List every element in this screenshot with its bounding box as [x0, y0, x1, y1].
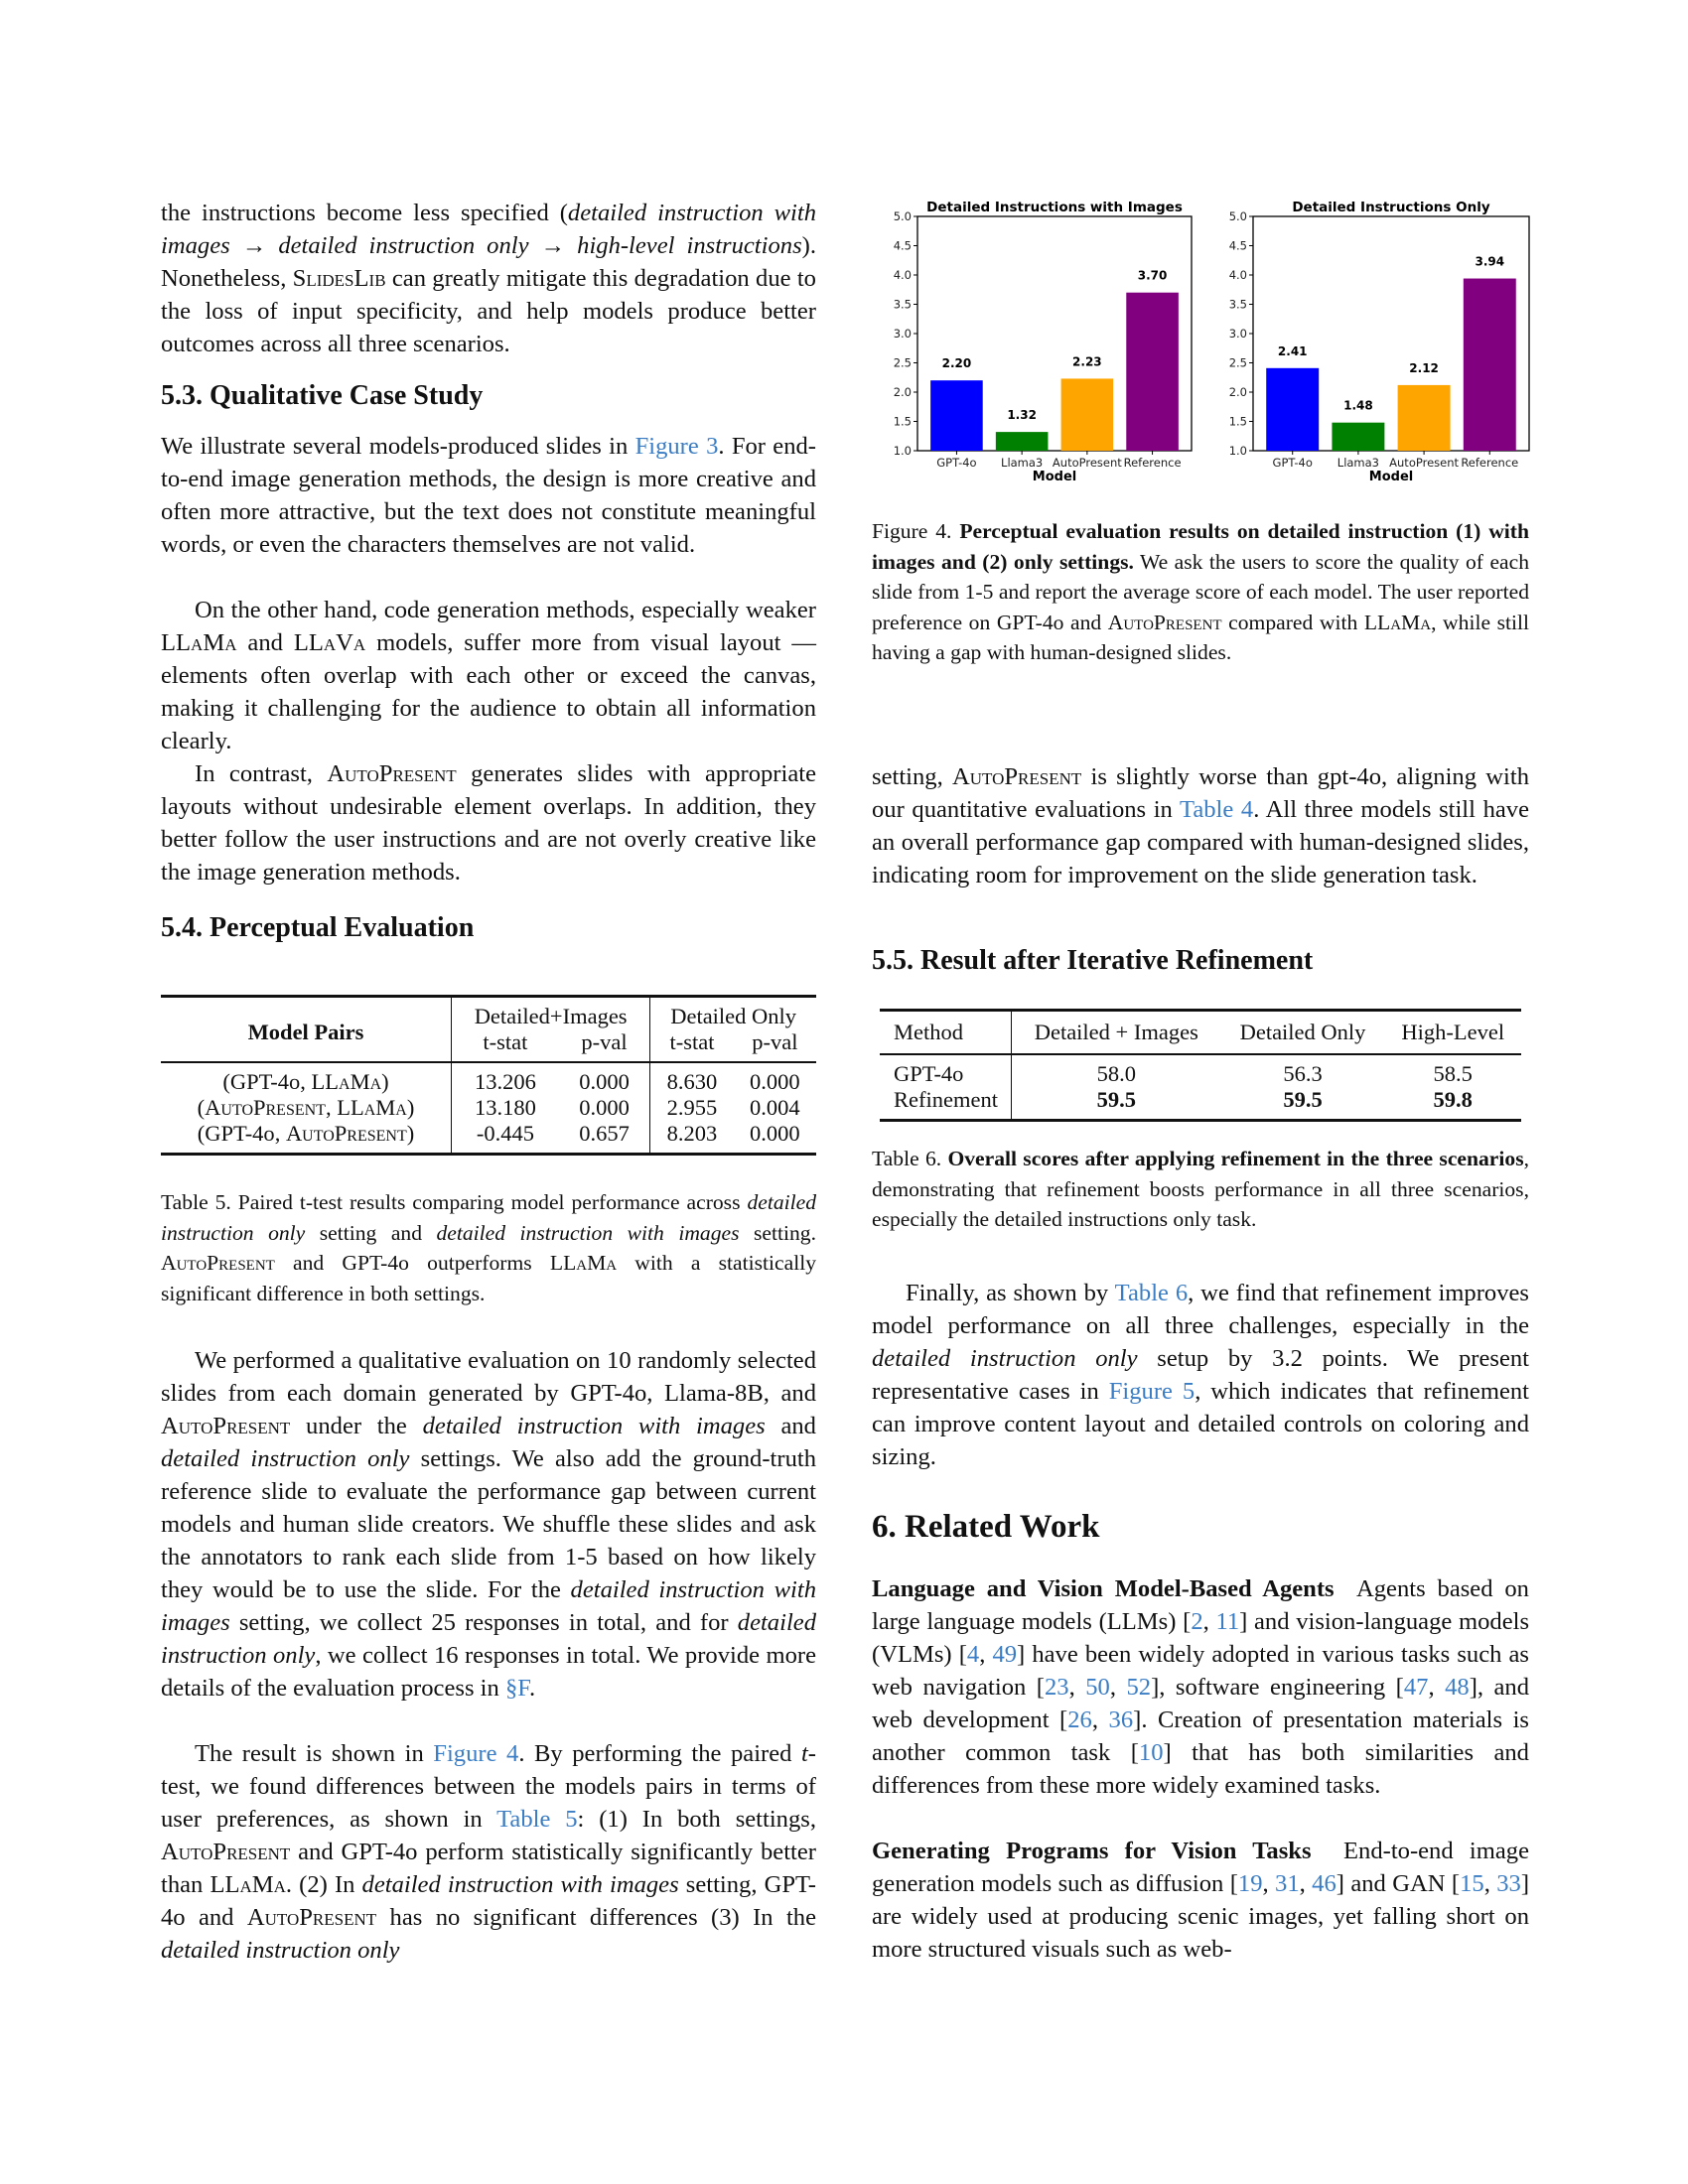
- text: Finally, as shown by: [906, 1280, 1115, 1306]
- model-name: LLaMa: [161, 629, 237, 656]
- bar-gpt-4o: [930, 380, 983, 451]
- citation-link[interactable]: 36: [1108, 1706, 1134, 1733]
- model-name: GPT-4o: [229, 1069, 301, 1094]
- text: ,: [1068, 1674, 1086, 1701]
- model-pair-cell: (AutoPresent, LLaMa): [197, 1095, 415, 1120]
- y-tick-label: 5.0: [1228, 209, 1247, 223]
- y-tick-label: 4.0: [1228, 268, 1247, 282]
- x-tick-label: GPT-4o: [1272, 456, 1313, 470]
- score-cell: 58.0: [1012, 1054, 1221, 1087]
- score-cell: 56.3: [1283, 1061, 1323, 1086]
- emphasis: detailed instruction only: [161, 1937, 400, 1964]
- text: ] and GAN [: [1336, 1870, 1461, 1897]
- table5-header-model-pairs: Model Pairs: [247, 1020, 364, 1044]
- table5-row: [161, 1095, 816, 1121]
- x-tick-label: Llama3: [1001, 456, 1044, 470]
- text: ], and web development [: [872, 1674, 1530, 1733]
- citation-link[interactable]: 49: [992, 1641, 1018, 1668]
- y-tick-label: 2.0: [1228, 385, 1247, 399]
- stat-cell: 8.203: [650, 1121, 734, 1155]
- text: We illustrate several models-produced slides in: [161, 433, 635, 460]
- method-cell: Refinement: [894, 1087, 998, 1112]
- model-name: LLaVa: [293, 629, 366, 656]
- x-tick-label: Llama3: [1336, 456, 1380, 470]
- bar-gpt-4o: [1266, 368, 1319, 451]
- paragraph-qualitative-2: [161, 594, 816, 757]
- citation-link[interactable]: 52: [1126, 1674, 1152, 1701]
- y-tick-label: 5.0: [893, 209, 912, 223]
- intro-paragraph: [161, 197, 816, 360]
- stat-cell: 13.180: [452, 1095, 559, 1121]
- system-name: AutoPresent: [951, 763, 1082, 790]
- text: setup by 3.2 points. We present representative cases in: [872, 1345, 1529, 1405]
- text: under the: [290, 1413, 423, 1439]
- chart-title: Detailed Instructions with Images: [926, 200, 1183, 215]
- bar-autopresent: [1061, 378, 1114, 451]
- text: . For end-to-end image generation methods, the design is more creative and often more attractive, but the text does not constitute meaningful words, or even the characters themselves are not valid.: [161, 433, 816, 558]
- text: has no significant differences (3) In the: [376, 1904, 816, 1931]
- x-tick-label: Reference: [1123, 456, 1182, 470]
- table6-header-high-level: High-Level: [1401, 1020, 1505, 1044]
- text: generates slides with appropriate layouts without undesirable element overlaps. In addition, they better follow the user instructions and are not overly creative like the image generation methods.: [161, 760, 816, 886]
- table6-header-detailed-images: Detailed + Images: [1012, 1011, 1221, 1055]
- text: is slightly worse than gpt-4o, aligning with our quantitative evaluations in: [872, 763, 1529, 823]
- model-name: LLaMa: [210, 1871, 286, 1898]
- y-tick-label: 1.0: [1228, 444, 1247, 458]
- citation-link[interactable]: 31: [1275, 1870, 1300, 1897]
- figure-3-link[interactable]: Figure 3: [634, 433, 719, 460]
- caption-label: Figure 4.: [872, 519, 960, 543]
- chart-title: Detailed Instructions Only: [1292, 200, 1490, 215]
- section-heading-5-3: 5.3. Qualitative Case Study: [161, 380, 484, 411]
- bar-value-label: 3.94: [1475, 254, 1505, 269]
- text: ,: [1262, 1870, 1276, 1897]
- model-name: LLaMa: [549, 1251, 618, 1275]
- stat-cell: 0.657: [579, 1121, 630, 1146]
- model-name: AutoPresent: [285, 1121, 407, 1146]
- table5-row: [161, 1062, 816, 1095]
- y-tick-label: 1.0: [893, 444, 912, 458]
- emphasis: detailed instruction only: [872, 1345, 1138, 1372]
- emphasis: detailed instruction only: [161, 1190, 816, 1245]
- text: Agents based on large language models (LLMs) [: [872, 1575, 1536, 1635]
- caption-title: Perceptual evaluation results on detailed instruction (1) with images and (2) only settings.: [872, 519, 1529, 574]
- table-6-link[interactable]: Table 6: [1114, 1280, 1189, 1306]
- y-tick-label: 1.5: [1228, 414, 1247, 429]
- system-name: SlidesLib: [292, 265, 386, 292]
- y-tick-label: 1.5: [893, 414, 912, 429]
- text: setting,: [872, 763, 952, 790]
- method-cell: GPT-4o: [894, 1061, 964, 1086]
- text: ] that has both similarities and differences from these more widely examined tasks.: [872, 1739, 1529, 1799]
- text: and GPT-4o outperforms: [274, 1251, 550, 1275]
- text: ] and vision-language models (VLMs) [: [872, 1608, 1530, 1668]
- paragraph-qualitative-1: [161, 430, 816, 561]
- emphasis: detailed instruction with images: [161, 1576, 816, 1636]
- stat-cell: 0.000: [750, 1069, 800, 1094]
- table-5-caption: [161, 1187, 816, 1308]
- table6-row: [880, 1054, 1521, 1087]
- table5-header-detailed-images: Detailed+Images: [452, 997, 650, 1030]
- text: On the other hand, code generation methods, especially weaker: [195, 597, 816, 623]
- table5-row: [161, 1121, 816, 1155]
- stat-cell: -0.445: [452, 1121, 559, 1155]
- text: , demonstrating that refinement boosts performance in all three scenarios, especially the detailed instructions only task.: [872, 1147, 1529, 1231]
- text: . By performing the paired: [518, 1740, 801, 1767]
- paragraph-qualitative-3: [161, 757, 816, 888]
- model-pair-cell: (GPT-4o, AutoPresent): [197, 1121, 415, 1146]
- stat-cell: 2.955: [650, 1095, 734, 1121]
- text: ,: [1299, 1870, 1313, 1897]
- score-cell: 59.5: [1012, 1087, 1221, 1121]
- section-heading-5-4: 5.4. Perceptual Evaluation: [161, 912, 475, 943]
- y-tick-label: 2.5: [1228, 355, 1247, 370]
- figure-4-charts: [872, 197, 1547, 484]
- citation-link[interactable]: 50: [1085, 1674, 1110, 1701]
- emphasis: detailed instruction with images → detailed instruction only → high-level instructions: [161, 200, 816, 259]
- citation-link[interactable]: 33: [1496, 1870, 1521, 1897]
- text: , while still having a gap with human-designed slides.: [872, 610, 1529, 664]
- figure-5-link[interactable]: Figure 5: [1108, 1378, 1196, 1405]
- text: We performed a qualitative evaluation on 10 randomly selected slides from each domain generated by GPT-4o, Llama-8B, and: [161, 1347, 816, 1407]
- text: ] have been widely adopted in various tasks such as web navigation [: [872, 1641, 1529, 1701]
- text: ] are widely used at producing scenic images, yet falling short on more structured visuals such as web-: [872, 1870, 1530, 1963]
- paragraph-related-programs: [872, 1835, 1536, 1966]
- stat-cell: 0.000: [579, 1095, 630, 1120]
- text: End-to-end image generation models such as diffusion [: [872, 1838, 1536, 1897]
- paragraph-heading: Language and Vision Model-Based Agents: [872, 1575, 1335, 1602]
- table-5-link[interactable]: Table 5: [496, 1806, 578, 1833]
- table5-subheader-pval: p-val: [752, 1029, 798, 1054]
- text: settings. We also add the ground-truth reference slide to evaluate the performance gap between current models and human slide creators. We shuffle these slides and ask the annotators to rank each slide from 1-5 based on how likely they would be to use the slide. For the: [161, 1445, 816, 1603]
- x-tick-label: AutoPresent: [1052, 456, 1122, 470]
- paragraph-result: [161, 1737, 816, 1967]
- table6-header-method: Method: [894, 1020, 963, 1044]
- bar-value-label: 2.20: [941, 356, 972, 371]
- text: and: [236, 629, 294, 656]
- table5-subheader-tstat: t-stat: [650, 1029, 734, 1062]
- text: Paired t-test results comparing model performance across: [237, 1190, 748, 1214]
- text: ,: [1091, 1706, 1109, 1733]
- text: ,: [1428, 1674, 1446, 1701]
- stat-cell: 8.630: [650, 1062, 734, 1095]
- y-tick-label: 3.0: [1228, 327, 1247, 341]
- section-heading-6: 6. Related Work: [872, 1509, 1100, 1545]
- text: setting, GPT-4o and: [161, 1871, 816, 1931]
- caption-label: Table 6.: [872, 1147, 948, 1170]
- text: and: [765, 1413, 816, 1439]
- table-6: [880, 1009, 1521, 1122]
- bar-autopresent: [1398, 385, 1451, 451]
- model-name: LLaMa: [1363, 610, 1432, 634]
- text: , we find that refinement improves model performance on all three challenges, especially in the: [872, 1280, 1529, 1339]
- figure-4-svg: [872, 197, 1547, 484]
- emphasis: detailed instruction with images: [436, 1220, 740, 1245]
- table-6-caption: [872, 1144, 1529, 1235]
- bar-reference: [1464, 279, 1516, 451]
- emphasis: detailed instruction only: [161, 1445, 410, 1472]
- paragraph-heading: Generating Programs for Vision Tasks: [872, 1838, 1312, 1864]
- citation-link[interactable]: 4: [966, 1641, 980, 1668]
- system-name: AutoPresent: [161, 1839, 291, 1865]
- table5-header-detailed-only: Detailed Only: [650, 997, 816, 1030]
- text: ,: [1109, 1674, 1127, 1701]
- text: models, suffer more from visual layout — elements often overlap with each other or exceed the canvas, making it challenging for the audience to obtain all information clearly.: [161, 629, 816, 754]
- score-cell: 58.5: [1433, 1061, 1473, 1086]
- citation-link[interactable]: 2: [1191, 1608, 1203, 1635]
- stat-cell: 0.000: [579, 1069, 630, 1094]
- bar-value-label: 1.32: [1007, 408, 1037, 423]
- x-axis-label: Model: [1368, 470, 1414, 484]
- bar-value-label: 2.23: [1072, 354, 1102, 369]
- text: We ask the users to score the quality of each slide from 1-5 and report the average score of each model. The user reported preference on GPT-4o and: [872, 549, 1529, 634]
- emphasis: detailed instruction only: [161, 1609, 816, 1669]
- text: setting and: [305, 1220, 437, 1245]
- bar-llama3: [1332, 423, 1384, 451]
- text: , which indicates that refinement can improve content layout and detailed controls on coloring and sizing.: [872, 1378, 1530, 1470]
- text: compared with: [1221, 610, 1364, 634]
- text: The result is shown in: [195, 1740, 434, 1767]
- text: ,: [1483, 1870, 1497, 1897]
- table5-subheader-tstat: t-stat: [452, 1029, 559, 1062]
- model-name: AutoPresent: [205, 1095, 326, 1120]
- stat-cell: 0.000: [750, 1121, 800, 1146]
- bar-llama3: [996, 432, 1049, 451]
- model-pair-cell: (GPT-4o, LLaMa): [222, 1069, 389, 1094]
- system-name: AutoPresent: [246, 1904, 377, 1931]
- bar-value-label: 2.41: [1277, 343, 1308, 358]
- paragraph-evaluation: [161, 1344, 816, 1705]
- y-tick-label: 3.0: [893, 327, 912, 341]
- paragraph-related-agents: [872, 1572, 1536, 1802]
- y-tick-label: 2.0: [893, 385, 912, 399]
- stat-cell: 0.004: [750, 1095, 800, 1120]
- system-name: AutoPresent: [161, 1251, 275, 1275]
- table6-header-detailed-only: Detailed Only: [1239, 1020, 1366, 1044]
- citation-link[interactable]: 10: [1138, 1739, 1164, 1766]
- table-5: [161, 995, 816, 1156]
- text: ). Nonetheless,: [161, 232, 816, 292]
- bar-value-label: 2.12: [1409, 360, 1439, 375]
- emphasis: detailed instruction with images: [361, 1871, 679, 1898]
- score-cell: 59.5: [1283, 1087, 1323, 1112]
- text: : (1) In both settings,: [577, 1806, 816, 1833]
- text: with a statistically significant difference in both settings.: [161, 1251, 816, 1305]
- text: ,: [979, 1641, 993, 1668]
- text: -test, we found differences between the models pairs in terms of user preferences, as shown in: [161, 1740, 816, 1833]
- x-tick-label: GPT-4o: [936, 456, 977, 470]
- bar-reference: [1126, 293, 1179, 451]
- paragraph-final: [872, 1277, 1529, 1473]
- y-tick-label: 4.5: [893, 238, 912, 253]
- figure-4-caption: [872, 516, 1529, 668]
- table6-row: [880, 1087, 1521, 1121]
- citation-link[interactable]: 11: [1215, 1608, 1240, 1635]
- stat-cell: 13.206: [452, 1062, 559, 1095]
- text: . All three models still have an overall performance gap compared with human-designed slides, indicating room for improvement on the slide generation task.: [872, 796, 1530, 888]
- text: . (2) In: [285, 1871, 362, 1898]
- text: the instructions become less specified (: [161, 200, 568, 226]
- paragraph-continued: [872, 760, 1529, 891]
- model-name: LLaMa: [337, 1095, 407, 1120]
- citation-link[interactable]: 23: [1044, 1674, 1069, 1701]
- system-name: AutoPresent: [327, 760, 457, 787]
- text: .: [528, 1675, 536, 1702]
- text: and GPT-4o perform statistically significantly better than: [161, 1839, 816, 1898]
- emphasis: detailed instruction with images: [422, 1413, 766, 1439]
- system-name: AutoPresent: [161, 1413, 291, 1439]
- text: ], software engineering [: [1151, 1674, 1404, 1701]
- text: setting.: [739, 1220, 816, 1245]
- citation-link[interactable]: 15: [1460, 1870, 1484, 1897]
- text: , we collect 16 responses in total. We provide more details of the evaluation process in: [161, 1642, 816, 1702]
- table-4-link[interactable]: Table 4: [1180, 796, 1254, 823]
- table5-subheader-pval: p-val: [581, 1029, 628, 1054]
- x-tick-label: Reference: [1461, 456, 1519, 470]
- x-axis-label: Model: [1032, 470, 1077, 484]
- y-tick-label: 4.5: [1228, 238, 1247, 253]
- citation-link[interactable]: 19: [1237, 1870, 1263, 1897]
- y-tick-label: 4.0: [893, 268, 912, 282]
- bar-value-label: 1.48: [1343, 398, 1373, 413]
- y-tick-label: 3.5: [1228, 297, 1247, 312]
- emphasis: t: [800, 1740, 808, 1767]
- text: can greatly mitigate this degradation due to the loss of input specificity, and help models produce better outcomes across all three scenarios.: [161, 265, 816, 357]
- y-tick-label: 3.5: [893, 297, 912, 312]
- score-cell: 59.8: [1433, 1087, 1473, 1112]
- text: ,: [1202, 1608, 1216, 1635]
- text: ]. Creation of presentation materials is another common task [: [872, 1706, 1529, 1766]
- caption-label: Table 5.: [161, 1190, 238, 1214]
- bar-value-label: 3.70: [1137, 268, 1168, 283]
- section-heading-5-5: 5.5. Result after Iterative Refinement: [872, 945, 1314, 976]
- text: In contrast,: [195, 760, 328, 787]
- system-name: AutoPresent: [1107, 610, 1222, 634]
- model-name: LLaMa: [311, 1069, 382, 1094]
- text: setting, we collect 25 responses in total, and for: [229, 1609, 738, 1636]
- caption-title: Overall scores after applying refinement in the three scenarios: [947, 1147, 1524, 1170]
- citation-link[interactable]: 48: [1445, 1674, 1470, 1701]
- x-tick-label: AutoPresent: [1389, 456, 1460, 470]
- citation-link[interactable]: 26: [1067, 1706, 1092, 1733]
- y-tick-label: 2.5: [893, 355, 912, 370]
- figure-4-link[interactable]: Figure 4: [433, 1740, 519, 1767]
- model-name: GPT-4o: [205, 1121, 275, 1146]
- appendix-f-link[interactable]: §F: [504, 1675, 529, 1702]
- citation-link[interactable]: 46: [1312, 1870, 1336, 1897]
- citation-link[interactable]: 47: [1403, 1674, 1429, 1701]
